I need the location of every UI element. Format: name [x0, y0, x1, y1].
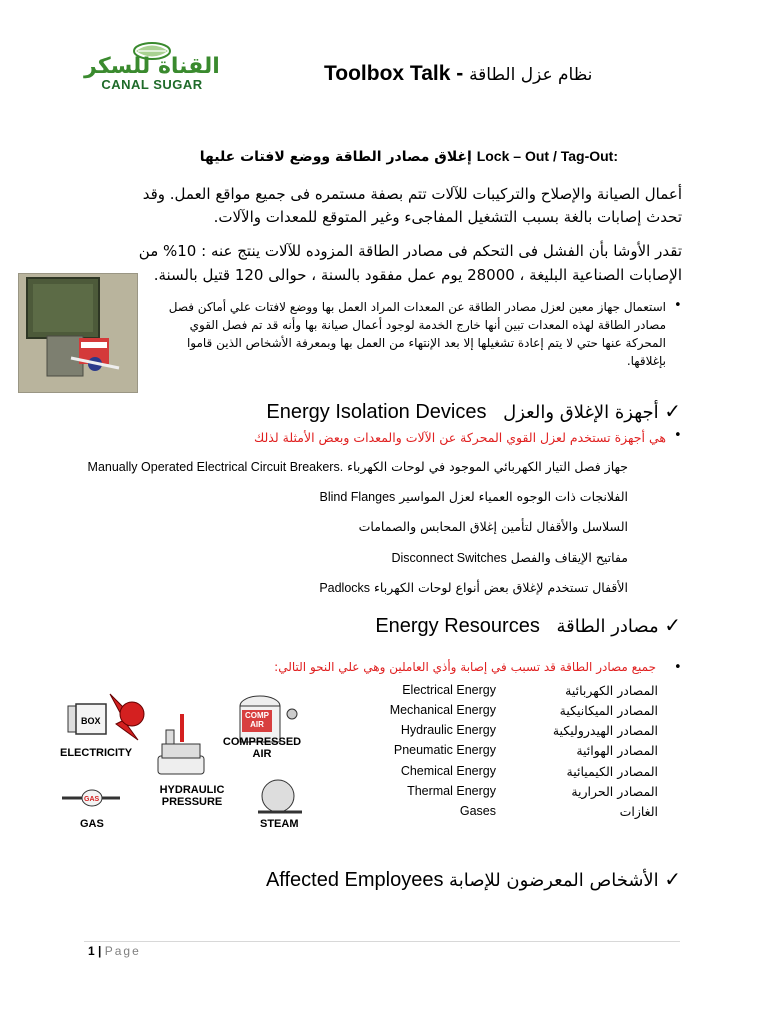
energy-type-en: Thermal Energy: [407, 784, 496, 798]
energy-type-en: Mechanical Energy: [389, 703, 496, 717]
page-title-ar: نظام عزل الطاقة: [469, 65, 593, 85]
lockout-illustration: [19, 274, 137, 392]
lockout-photo: [18, 273, 138, 393]
energy-type-en: Electrical Energy: [402, 683, 496, 697]
svg-text:BOX: BOX: [81, 716, 101, 726]
isolation-item: [359, 519, 628, 534]
energy-type-en: Pneumatic Energy: [393, 743, 496, 757]
isolation-item: [320, 489, 628, 504]
hydraulic-label-line2: PRESSURE: [161, 796, 223, 808]
checkmark-icon: ✓: [664, 869, 681, 891]
isolation-item: [391, 550, 628, 565]
isolation-red-bullet: هي أجهزة تستخدم لعزل القوي المحركة عن الآلات والمعدات وبعض الأمثلة لذلك: [253, 430, 666, 445]
page-separator: |: [98, 944, 102, 958]
page-number: 1: [88, 944, 95, 958]
hydraulic-label-line1: HYDRAULIC: [159, 784, 225, 796]
resources-red-bullet: جميع مصادر الطاقة قد تسبب في إصابة وأذي العاملين وهي علي النحو التالي:: [274, 660, 656, 674]
isolation-item-ar: الأقفال تستخدم لإغلاق بعض أنواع لوحات الكهرباء: [374, 580, 628, 595]
hydraulic-label: [152, 784, 232, 808]
lockout-heading-en: Lock – Out / Tag-Out:: [476, 148, 618, 164]
electricity-label: ELECTRICITY: [60, 747, 133, 759]
tank-label: [242, 711, 272, 729]
compressed-air-label-line1: COMPRESSED: [222, 736, 302, 748]
logo-english-text: CANAL SUGAR: [101, 77, 203, 92]
resources-heading-ar: مصادر الطاقة: [556, 616, 659, 637]
isolation-item-en: Disconnect Switches: [391, 551, 507, 565]
bullet-text: استعمال جهاز معين لعزل مصادر الطاقة عن المعدات المراد العمل بها ووضع لافتات علي أماكن فصل مصادر الطاقة لهذه المعدات تبين أنها خارج الخدمة لوجود أعمال صيانة بها وأنه قد تم فصل القوي المحركة عنها حتي لا يتم إعادة تشغيلها إلا بعد الإنتهاء من العمل بها وبمعرفة الأشخاص الذين قاموا بإغلاقها.: [168, 300, 666, 368]
isolation-heading-en: Energy Isolation Devices: [266, 401, 487, 423]
bullet-dot: •: [674, 660, 682, 675]
resources-heading: [375, 613, 681, 638]
isolation-item-en: Padlocks: [319, 581, 371, 595]
isolation-item-en: Manually Operated Electrical Circuit Breakers.: [87, 460, 344, 474]
isolation-item: [319, 580, 628, 595]
affected-heading-en: Affected Employees: [265, 869, 444, 891]
isolation-heading: [266, 399, 681, 424]
tank-label-line1: COMP: [245, 711, 269, 720]
isolation-item-ar: الفلانجات ذات الوجوه العمياء لعزل المواسير: [399, 489, 628, 504]
energy-type-ar: المصادر الحرارية: [571, 784, 658, 799]
page-title: [324, 62, 592, 86]
company-logo: [82, 42, 222, 92]
energy-type-ar: المصادر الكهربائية: [565, 683, 658, 698]
svg-text:GAS: GAS: [84, 796, 100, 803]
energy-type-en: Chemical Energy: [400, 764, 496, 778]
intro-paragraph-2: تقدر الأوشا بأن الفشل فى التحكم فى مصادر الطاقة المزوده للآلات ينتج عنه : 10% من الإصابات الصناعية البليغة ، 28000 يوم عمل مفقود بالسنة ، حوالى 120 قتيل بالسنة.: [138, 242, 682, 284]
energy-type-ar: المصادر الكيميائية: [566, 764, 658, 779]
checkmark-icon: ✓: [664, 401, 681, 423]
tank-label-line2: AIR: [250, 720, 264, 729]
page-footer: [88, 944, 141, 958]
energy-type-ar: الغازات: [619, 804, 658, 819]
resources-heading-en: Energy Resources: [375, 615, 540, 637]
isolation-item-ar: مفاتيح الإيقاف والفصل: [510, 550, 628, 565]
isolation-heading-ar: أجهزة الإغلاق والعزل: [503, 402, 659, 423]
energy-type-ar: المصادر الميكانيكية: [559, 703, 658, 718]
bullet-dot: •: [674, 298, 682, 313]
page-title-en: Toolbox Talk -: [324, 62, 464, 85]
lockout-heading: [200, 148, 618, 165]
energy-type-en: Hydraulic Energy: [400, 723, 496, 737]
checkmark-icon: ✓: [664, 615, 681, 637]
energy-sources-illustration: [52, 684, 337, 834]
gas-label: GAS: [80, 818, 104, 830]
compressed-air-label-line2: AIR: [252, 748, 272, 760]
affected-heading: [266, 867, 681, 892]
affected-heading-ar: الأشخاص المعرضون للإصابة: [449, 870, 659, 891]
energy-type-ar: المصادر الهوائية: [576, 743, 658, 758]
intro-paragraph-1: أعمال الصيانة والإصلاح والتركيبات للآلات تتم بصفة مستمره فى جميع مواقع العمل. وقد تحدث إصابات بالغة بسبب التشغيل المفاجىء وغير المتوقع للمعدات والآلات.: [142, 185, 682, 226]
energy-type-en: Gases: [459, 804, 496, 818]
compressed-air-label: [222, 736, 302, 760]
isolation-item-ar: جهاز فصل التيار الكهربائي الموجود في لوحات الكهرباء: [347, 459, 628, 474]
footer-divider: [84, 941, 680, 942]
lockout-definition-bullet: [160, 298, 666, 370]
logo-arabic-text: القناة للسكر: [84, 54, 220, 79]
energy-type-ar: المصادر الهيدروليكية: [552, 723, 658, 738]
lockout-heading-ar: إغلاق مصادر الطاقة ووضع لافتات عليها: [199, 149, 472, 165]
isolation-item-ar: السلاسل والأقفال لتأمين إغلاق المحابس والصمامات: [358, 519, 628, 534]
bullet-dot: •: [674, 428, 682, 443]
isolation-item: [88, 459, 628, 474]
steam-label: STEAM: [260, 818, 299, 830]
isolation-item-en: Blind Flanges: [319, 490, 396, 504]
page-label: Page: [104, 944, 141, 958]
